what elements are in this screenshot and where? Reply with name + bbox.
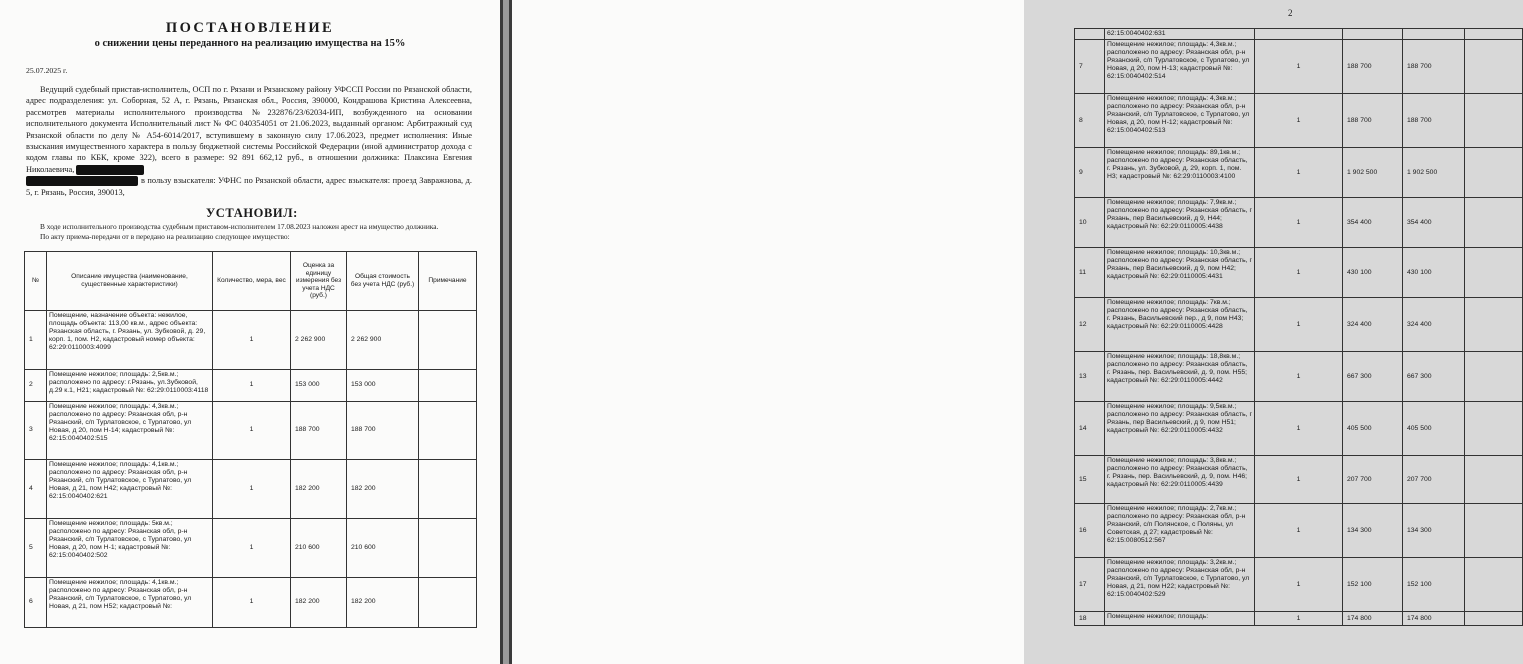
row-qty: 1 (213, 460, 291, 519)
row-desc: Помещение нежилое; площадь: 4,3кв.м.; расположено по адресу: Рязанская обл, р-н Рязанский, с/п Турлатовское, с Турлатово, ул Новая, д 20, пом Н-12; кадастровый №: 62:15:0040402:513 (1105, 94, 1255, 148)
row-price: 430 100 (1343, 248, 1403, 298)
row-desc: Помещение нежилое; площадь: 4,1кв.м.; расположено по адресу: Рязанская обл, р-н Рязанский, с/п Турлатовское, с Турлатово, ул Новая, д 21, пом Н42; кадастровый №: 62:15:0040402:621 (47, 460, 213, 519)
row-price: 134 300 (1343, 504, 1403, 558)
document-title: ПОСТАНОВЛЕНИЕ (165, 20, 335, 36)
row-total: 152 100 (1403, 558, 1465, 612)
row-note (1465, 558, 1523, 612)
row-note (1465, 402, 1523, 456)
row-qty: 1 (1255, 248, 1343, 298)
row-price: 188 700 (1343, 94, 1403, 148)
row-desc: Помещение нежилое; площадь: 4,3кв.м.; расположено по адресу: Рязанская обл, р-н Рязанский, с/п Турлатовское, с Турлатово, ул Новая, д 20, пом Н-13; кадастровый №: 62:15:0040402:514 (1105, 40, 1255, 94)
row-desc: Помещение нежилое; площадь: 4,3кв.м.; расположено по адресу: Рязанская обл, р-н Рязанский, с/п Турлатовское, с Турлатово, ул Новая, д 20, пом Н-14; кадастровый №: 62:15:0040402:515 (47, 402, 213, 460)
row-total: 1 902 500 (1403, 148, 1465, 198)
row-number: 2 (25, 370, 47, 402)
document-page-1 (0, 0, 500, 664)
table-row (1075, 94, 1523, 148)
row-note (1465, 40, 1523, 94)
col-header-note: Примечание (419, 252, 477, 311)
row-qty: 1 (1255, 558, 1343, 612)
col-header-num: № (25, 252, 47, 311)
row-qty: 1 (1255, 504, 1343, 558)
row-price: 188 700 (291, 402, 347, 460)
row-desc: Помещение нежилое; площадь: 89,1кв.м.; расположено по адресу: Рязанская область, г. Рязань, ул. Зубковой, д. 29, корп. 1, пом. Н3; кадастровый №: 62:29:0110003:4100 (1105, 148, 1255, 198)
table-row (1075, 504, 1523, 558)
row-desc: Помещение, назначение объекта: нежилое, площадь объекта: 113,00 кв.м., адрес объекта: Рязанская область, г. Рязань, ул. Зубковой, д. 29, корп. 1, пом. Н2, кадастровый номер объекта: 62:29:0110003:4099 (47, 311, 213, 370)
row-price: 152 100 (1343, 558, 1403, 612)
row-note (1465, 148, 1523, 198)
row-qty: 1 (1255, 612, 1343, 626)
row-note (1465, 94, 1523, 148)
row-number: 12 (1075, 298, 1105, 352)
row-qty: 1 (213, 519, 291, 578)
table-row (25, 402, 477, 460)
row-qty: 1 (1255, 40, 1343, 94)
row-note (419, 370, 477, 402)
row-total: 354 400 (1403, 198, 1465, 248)
row-note (1465, 504, 1523, 558)
row-number: 13 (1075, 352, 1105, 402)
row-price: 354 400 (1343, 198, 1403, 248)
row-desc: Помещение нежилое; площадь: 7,9кв.м.; расположено по адресу: Рязанская область, г Рязань, пер Васильевский, д 9, Н44; кадастровый №: 62:29:0110005:4438 (1105, 198, 1255, 248)
row-total: 405 500 (1403, 402, 1465, 456)
row-price: 210 600 (291, 519, 347, 578)
redaction-bar (76, 165, 144, 175)
row-price: 188 700 (1343, 40, 1403, 94)
document-page-2 (512, 0, 1438, 664)
table-row (1075, 456, 1523, 504)
row-number: 9 (1075, 148, 1105, 198)
row-total: 2 262 900 (347, 311, 419, 370)
row-total: 188 700 (1403, 94, 1465, 148)
document-date: 25.07.2025 г. (26, 66, 68, 75)
row-qty: 1 (213, 370, 291, 402)
row-qty: 1 (1255, 198, 1343, 248)
table-row-fragment (1075, 29, 1523, 40)
row-qty: 1 (213, 578, 291, 628)
row-number: 6 (25, 578, 47, 628)
table-row (25, 460, 477, 519)
section-heading: УСТАНОВИЛ: (206, 206, 298, 220)
intro-text (26, 222, 472, 241)
row-number: 4 (25, 460, 47, 519)
row-number: 7 (1075, 40, 1105, 94)
row-note (1465, 352, 1523, 402)
row-price: 182 200 (291, 460, 347, 519)
row-price: 174 800 (1343, 612, 1403, 626)
row-number: 10 (1075, 198, 1105, 248)
table-row (1075, 402, 1523, 456)
page-number: 2 (1288, 8, 1293, 18)
row-number: 16 (1075, 504, 1105, 558)
row-price: 2 262 900 (291, 311, 347, 370)
table-row (1075, 40, 1523, 94)
row-number: 3 (25, 402, 47, 460)
row-desc: Помещение нежилое; площадь: 4,1кв.м.; расположено по адресу: Рязанская обл, р-н Рязанский, с/п Турлатовское, с Турлатово, ул Новая, д 21, пом Н52; кадастровый №: (47, 578, 213, 628)
intro-line-1: В ходе исполнительного производства судебным приставом-исполнителем 17.08.2023 наложен арест на имущество должника. (40, 222, 439, 231)
row-total: 210 600 (347, 519, 419, 578)
row-total: 667 300 (1403, 352, 1465, 402)
paragraph-b: в пользу взыскателя: УФНС по Рязанской области, адрес взыскателя: проезд Завражнова, д. 5, г. Рязань, Россия, 390013, (26, 176, 472, 197)
table-row (1075, 198, 1523, 248)
row-total: 174 800 (1403, 612, 1465, 626)
row-price: 1 902 500 (1343, 148, 1403, 198)
row-qty: 1 (1255, 94, 1343, 148)
row-total: 430 100 (1403, 248, 1465, 298)
row-desc: Помещение нежилое; площадь: (1105, 612, 1255, 626)
row-total: 324 400 (1403, 298, 1465, 352)
property-table-page-1 (24, 251, 477, 628)
row-number: 18 (1075, 612, 1105, 626)
table-row (25, 578, 477, 628)
row-qty: 1 (1255, 148, 1343, 198)
row-total: 182 200 (347, 578, 419, 628)
row-desc: Помещение нежилое; площадь: 10,3кв.м.; расположено по адресу: Рязанская область, г Рязань, пер Васильевский, д 9, пом Н42; кадастровый №: 62:29:0110005:4431 (1105, 248, 1255, 298)
row-note (1465, 456, 1523, 504)
row-note (419, 519, 477, 578)
row-number: 1 (25, 311, 47, 370)
col-header-price: Оценка за единицу измерения без учета НДС (руб.) (291, 252, 347, 311)
row-qty: 1 (1255, 298, 1343, 352)
row-number: 11 (1075, 248, 1105, 298)
row-number: 8 (1075, 94, 1105, 148)
row-price: 207 700 (1343, 456, 1403, 504)
row-note (1465, 298, 1523, 352)
row-desc: Помещение нежилое; площадь: 2,5кв.м.; расположено по адресу: г.Рязань, ул.Зубковой, д.29 к.1, Н21; кадастровый №: 62:29:0110003:4118 (47, 370, 213, 402)
intro-line-2: По акту приема-передачи от в передано на реализацию следующее имущество: (40, 231, 290, 241)
table-row (25, 370, 477, 402)
row-number: 15 (1075, 456, 1105, 504)
row-total: 134 300 (1403, 504, 1465, 558)
row-qty: 1 (1255, 352, 1343, 402)
col-header-qty: Количество, мера, вес (213, 252, 291, 311)
table-row (1075, 612, 1523, 626)
row-price: 182 200 (291, 578, 347, 628)
row-note (419, 402, 477, 460)
row-desc: Помещение нежилое; площадь: 9,5кв.м.; расположено по адресу: Рязанская область, г Рязань, пер Васильевский, д 9, пом Н51; кадастровый №: 62:29:0110005:4432 (1105, 402, 1255, 456)
page-gutter (500, 0, 512, 664)
row-note (419, 460, 477, 519)
col-header-desc: Описание имущества (наименование, существенные характеристики) (47, 252, 213, 311)
col-header-total: Общая стоимость без учета НДС (руб.) (347, 252, 419, 311)
row-number: 14 (1075, 402, 1105, 456)
row-total: 188 700 (1403, 40, 1465, 94)
table-row (25, 311, 477, 370)
property-table-page-2 (1074, 28, 1523, 626)
paragraph-a: Ведущий судебный пристав-исполнитель, ОСП по г. Рязани и Рязанскому району УФССП России по Рязанской области, адрес подразделения: ул. Соборная, 52 А, г. Рязань, Рязанская обл., Россия, 390000, Кондрашова Кристина Алексеевна, рассмотрев материалы исполнительного производства №232876/23/62034-ИП, возбужденного на основании исполнительного документа Исполнительный лист № ФС 040354051 от 21.06.2023, выданный органом: Арбитражный суд Рязанской области по делу № А54-6014/2017, вступившему в законную силу 17.06.2023, предмет исполнения: Иные взыскания имущественного характера в пользу бюджетной системы Российской Федерации (иной администратор дохода с кодом главы по КБК, кроме 322), всего в размере: 92 891 662,12 руб., в отношении должника: Плаксина Евгения Николаевича, (26, 85, 472, 174)
row-note (1465, 198, 1523, 248)
table-row (1075, 558, 1523, 612)
row-note (419, 311, 477, 370)
row-note (419, 578, 477, 628)
row-qty: 1 (213, 311, 291, 370)
row-desc: Помещение нежилое; площадь: 5кв.м.; расположено по адресу: Рязанская обл, р-н Рязанский, с/п Турлатовское, с Турлатово, ул Новая, д 20, пом Н-1; кадастровый №: 62:15:0040402:502 (47, 519, 213, 578)
row-price: 667 300 (1343, 352, 1403, 402)
redaction-bar (26, 176, 138, 186)
row-qty: 1 (1255, 402, 1343, 456)
row-total: 153 000 (347, 370, 419, 402)
row-desc: Помещение нежилое; площадь: 3,8кв.м.; расположено по адресу: Рязанская область, г. Рязань, пер. Васильевский, д. 9, пом. Н46; кадастровый №: 62:29:0110005:4439 (1105, 456, 1255, 504)
row-qty: 1 (213, 402, 291, 460)
table-header-row (25, 252, 477, 311)
row-total: 188 700 (347, 402, 419, 460)
row-number: 17 (1075, 558, 1105, 612)
row-desc: Помещение нежилое; площадь: 18,8кв.м.; расположено по адресу: Рязанская область, г. Рязань, пер. Васильевский, д. 9, пом. Н55; кадастровый №: 62:29:0110005:4442 (1105, 352, 1255, 402)
table-row (1075, 352, 1523, 402)
row-total: 182 200 (347, 460, 419, 519)
row-qty: 1 (1255, 456, 1343, 504)
row-number: 5 (25, 519, 47, 578)
row-price: 153 000 (291, 370, 347, 402)
row-price: 405 500 (1343, 402, 1403, 456)
row-note (1465, 612, 1523, 626)
row-note (1465, 248, 1523, 298)
table-row (1075, 148, 1523, 198)
table-row (25, 519, 477, 578)
table-row (1075, 248, 1523, 298)
document-subtitle: о снижении цены переданного на реализацию имущества на 15% (94, 38, 406, 49)
row-desc: 62:15:0040402:631 (1105, 29, 1255, 40)
row-price: 324 400 (1343, 298, 1403, 352)
row-desc: Помещение нежилое; площадь: 2,7кв.м.; расположено по адресу: Рязанская обл, р-н Рязанский, с/п Полянское, с Поляны, ул Советская, д 27; кадастровый №: 62:15:0080512:567 (1105, 504, 1255, 558)
row-desc: Помещение нежилое; площадь: 3,2кв.м.; расположено по адресу: Рязанская обл, р-н Рязанский, с/п Турлатовское, с Турлатово, ул Новая, д 21, пом Н22; кадастровый №: 62:15:0040402:529 (1105, 558, 1255, 612)
table-row (1075, 298, 1523, 352)
main-paragraph (26, 84, 472, 198)
row-total: 207 700 (1403, 456, 1465, 504)
row-desc: Помещение нежилое; площадь: 7кв.м.; расположено по адресу: Рязанская область, г. Рязань, Васильевский пер., д 9, пом Н43; кадастровый №: 62:29:0110005:4428 (1105, 298, 1255, 352)
